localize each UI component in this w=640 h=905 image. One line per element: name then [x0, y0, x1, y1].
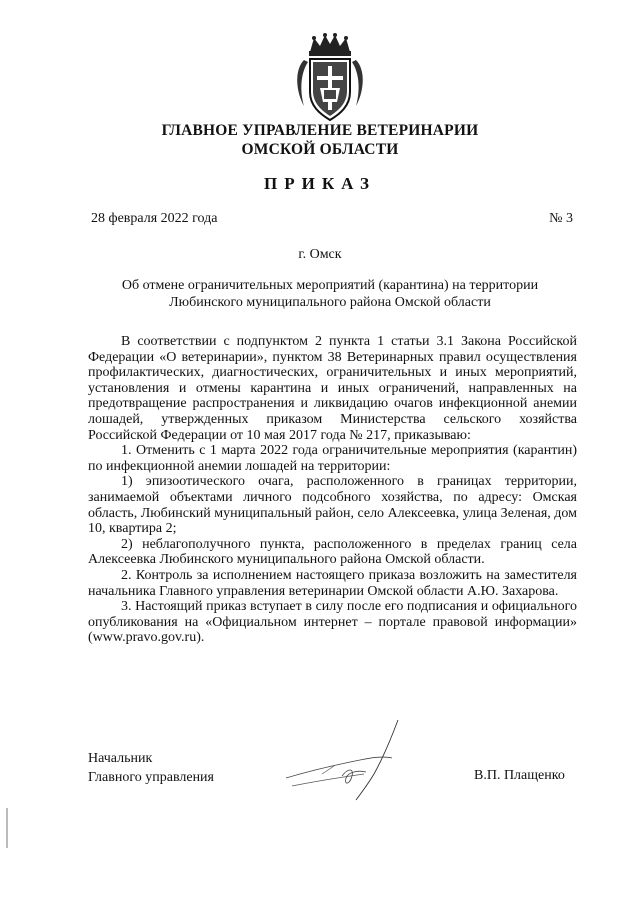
signatory-position-line1: Начальник	[88, 751, 153, 766]
organization-name-line1: ГЛАВНОЕ УПРАВЛЕНИЕ ВЕТЕРИНАРИИ	[161, 122, 479, 139]
document-type-title: ПРИКАЗ	[264, 174, 376, 193]
document-date: 28 февраля 2022 года	[91, 211, 218, 226]
body-paragraph-item-1: 1. Отменить с 1 марта 2022 года ограничительные мероприятия (карантин) по инфекционной анемии лошадей на территории:	[88, 443, 577, 474]
document-city: г. Омск	[298, 247, 342, 262]
document-subject: Об отмене ограничительных мероприятий (карантина) на территории Любинского муниципального района Омской области	[121, 278, 539, 310]
body-paragraph-preamble: В соответствии с подпунктом 2 пункта 1 статьи 3.1 Закона Российской Федерации «О ветеринарии», пунктом 38 Ветеринарных правил осуществления профилактических, диагностических, ограничительных и иных мероприятий, установления и отмены карантина и иных ограничений, направленных на предотвращение распространения и ликвидацию очагов инфекционной анемии лошадей, утвержденных приказом Министерства сельского хозяйства Российской Федерации от 10 мая 2017 года № 217, приказываю:	[88, 334, 577, 443]
signatory-position	[88, 749, 214, 787]
signatory-position-line2: Главного управления	[88, 770, 214, 785]
body-paragraph-subitem-2: 2) неблагополучного пункта, расположенного в пределах границ села Алексеевка Любинского муниципального района Омской области.	[88, 536, 577, 568]
document-body	[88, 334, 577, 646]
handwritten-signature	[282, 716, 412, 806]
document-number: № 3	[549, 211, 573, 226]
coat-of-arms-icon	[290, 32, 370, 124]
scan-margin-mark	[6, 808, 8, 848]
organization-name-line2: ОМСКОЙ ОБЛАСТИ	[241, 141, 399, 158]
body-paragraph-item-3: 3. Настоящий приказ вступает в силу после его подписания и официального опубликования на «Официальном интернет – портале правовой информации» (www.pravo.gov.ru).	[88, 599, 577, 646]
signatory-name: В.П. Плащенко	[474, 768, 565, 783]
body-paragraph-item-2: 2. Контроль за исполнением настоящего приказа возложить на заместителя начальника Главного управления ветеринарии Омской области А.Ю. Захарова.	[88, 567, 577, 599]
body-paragraph-subitem-1: 1) эпизоотического очага, расположенного в границах территории, занимаемой объектами личного подсобного хозяйства, по адресу: Омская область, Любинский муниципальный район, село Алексеевка, улица Зеленая, дом 10, квартира 2;	[88, 474, 577, 537]
